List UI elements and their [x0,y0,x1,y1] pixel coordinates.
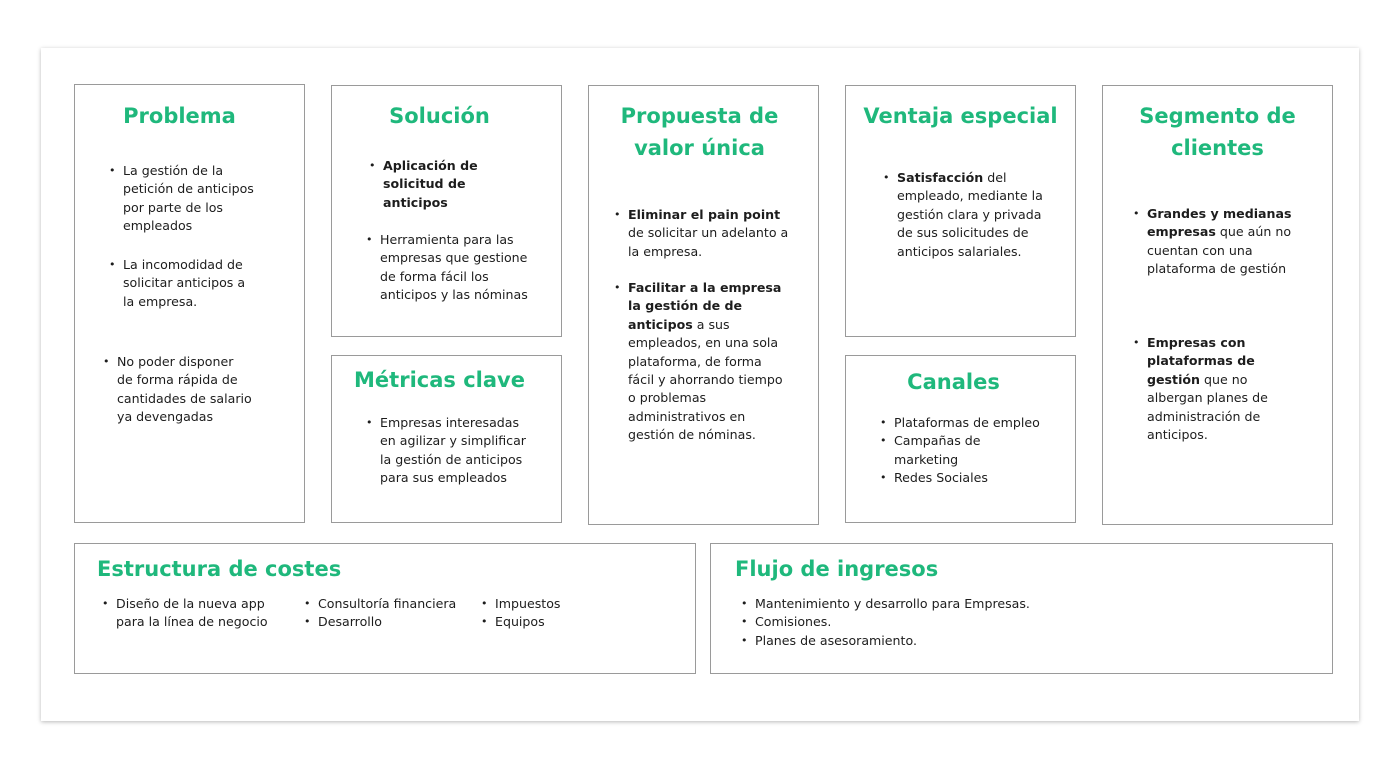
propuesta-item2-text: a sus empleados, en una sola plataforma, de forma fácil y ahorrando tiempo o problemas administrativos en gestión de nóminas. [628,316,783,443]
ingresos-box [710,543,1333,674]
list-item: • Planes de asesoramiento. [741,632,1141,650]
list-item: • Redes Sociales [880,469,1055,487]
costes-box [74,543,696,674]
propuesta-list [614,206,794,261]
segmento-list-2 [1133,334,1273,444]
list-item [614,279,790,445]
propuesta-item2-bold: Facilitar a la empresa la gestión de de anticipos [628,280,782,332]
canales-title: Canales [907,370,1000,394]
costes-col2 [304,595,474,632]
metricas-box [331,355,562,523]
list-item [369,157,529,212]
ventaja-box [845,85,1076,337]
canales-list [880,414,1055,488]
problema-title: Problema [123,104,236,128]
list-item: • La incomodidad de solicitar anticipos a la empresa. [109,256,249,311]
list-item: • Plataformas de empleo [880,414,1055,432]
segmento-title [1103,100,1332,164]
list-item: • Consultoría financiera [304,595,474,613]
metricas-title: Métricas clave [354,368,525,392]
list-item [1133,205,1305,279]
segmento-title-line1: Segmento de [1139,104,1296,128]
segmento-item2-bold: Empresas con plataformas de gestión [1147,335,1255,387]
problema-list [109,162,259,236]
ingresos-title: Flujo de ingresos [735,557,939,581]
propuesta-title-line1: Propuesta de [620,104,779,128]
ingresos-list [741,595,1141,650]
list-item: • Desarrollo [304,613,474,631]
list-item: • Campañas de marketing [880,432,1014,469]
list-item [614,206,794,261]
list-item: • Empresas interesadas en agilizar y simplificar la gestión de anticipos para sus empleados [366,414,536,488]
segmento-box [1102,85,1333,525]
propuesta-list-2 [614,279,790,445]
list-item: • Impuestos [481,595,601,613]
segmento-item1-bold: Grandes y medianas empresas [1147,206,1292,240]
list-item: • No poder disponer de forma rápida de cantidades de salario ya devengadas [103,353,253,427]
solucion-list-2 [366,231,534,305]
propuesta-title-line2: valor única [634,136,765,160]
propuesta-item1-bold: Eliminar el pain point [628,207,781,222]
costes-title: Estructura de costes [97,557,342,581]
solucion-box [331,85,562,337]
segmento-item2-text: que no albergan planes de administración de anticipos. [1147,371,1268,443]
metricas-list [366,414,536,488]
costes-col1 [102,595,272,632]
ventaja-item1-text: del empleado, mediante la gestión clara y privada de sus solicitudes de anticipos salariales. [897,170,1043,259]
ventaja-title: Ventaja especial [863,104,1058,128]
solucion-title: Solución [389,104,490,128]
solucion-list [369,157,529,212]
solucion-item1-bold: Aplicación de solicitud de anticipos [383,158,478,210]
list-item [1133,334,1273,444]
segmento-title-line2: clientes [1171,136,1264,160]
list-item: • Mantenimiento y desarrollo para Empresas. [741,595,1141,613]
list-item: • Equipos [481,613,601,631]
ventaja-item1-bold: Satisfacción [897,170,984,185]
list-item: • La gestión de la petición de anticipos por parte de los empleados [109,162,259,236]
problema-list-2 [109,256,249,311]
list-item: • Comisiones. [741,613,1141,631]
propuesta-box [588,85,819,525]
list-item [883,169,1053,261]
problema-list-3 [103,353,253,427]
costes-col3 [481,595,601,632]
ventaja-list [883,169,1053,261]
list-item: • Diseño de la nueva app para la línea de negocio [102,595,272,632]
canales-box [845,355,1076,523]
list-item: • Herramienta para las empresas que gestione de forma fácil los anticipos y las nóminas [366,231,534,305]
problema-box [74,84,305,523]
segmento-item1-text: que aún no cuentan con una plataforma de gestión [1147,224,1292,277]
propuesta-title [581,100,818,164]
propuesta-item1-text: de solicitar un adelanto a la empresa. [628,225,789,259]
segmento-list [1133,205,1305,279]
